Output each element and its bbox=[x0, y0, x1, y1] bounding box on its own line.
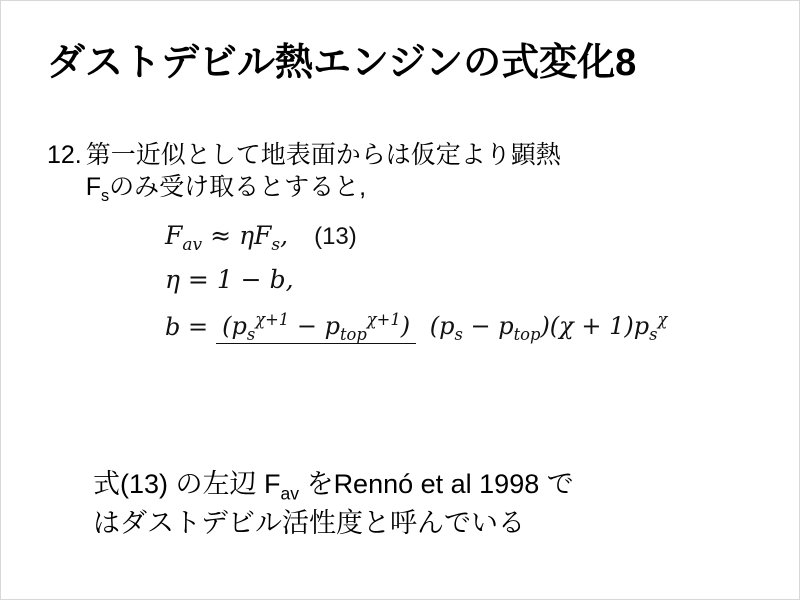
symbol-p4: p bbox=[498, 311, 514, 340]
list-item-number: 12. bbox=[47, 141, 82, 169]
closing-symbol-F: F bbox=[264, 469, 281, 499]
superscript-chi-plus-1: χ+1 bbox=[255, 309, 290, 329]
subscript-top: top bbox=[339, 324, 367, 344]
fraction-denominator bbox=[424, 309, 674, 344]
fraction-numerator bbox=[216, 309, 416, 344]
list-item-line2-symbol: F bbox=[85, 173, 102, 201]
list-item-line1: 第一近似として地表面からは仮定より顕熱 bbox=[85, 141, 561, 169]
equation-13-rhs bbox=[239, 221, 288, 255]
math-block bbox=[165, 221, 763, 344]
paren-open: ( bbox=[222, 311, 232, 340]
closing-line2: はダストデビル活性度と呼んでいる bbox=[93, 507, 525, 538]
paren-open2: ( bbox=[429, 311, 440, 340]
closing-paragraph bbox=[93, 467, 765, 541]
equation-13 bbox=[165, 221, 763, 255]
paren-close2: )( bbox=[540, 311, 560, 340]
closing-line1-b: をRennó et al 1998 で bbox=[299, 469, 574, 499]
chi-plus-one: χ + 1 bbox=[559, 311, 625, 340]
symbol-eta: η bbox=[239, 220, 255, 250]
relation-approx: ≈ bbox=[210, 220, 232, 250]
subscript-s2: s bbox=[454, 324, 463, 344]
symbol-p2: p bbox=[324, 311, 340, 340]
paren-close3: ) bbox=[624, 311, 634, 340]
superscript-chi: χ bbox=[657, 309, 668, 329]
fraction bbox=[216, 310, 673, 344]
list-item-line2-text: のみ受け取るとすると, bbox=[109, 173, 367, 201]
subscript-top2: top bbox=[513, 324, 541, 344]
equation-number: (13) bbox=[314, 222, 357, 250]
page-title: ダストデビル熱エンジンの式変化8 bbox=[47, 42, 637, 84]
list-item-line2-subscript: s bbox=[101, 187, 110, 205]
superscript-chi-plus-1b: χ+1 bbox=[366, 309, 401, 329]
list-item-text bbox=[86, 139, 763, 207]
equation-b-lhs: b = bbox=[165, 312, 209, 341]
equation-b bbox=[165, 310, 763, 344]
body-content bbox=[47, 139, 763, 344]
closing-symbol-F-subscript: av bbox=[280, 483, 300, 504]
minus-sign: − bbox=[296, 311, 317, 340]
equation-eta: η = 1 − b, bbox=[165, 264, 294, 294]
symbol-p5: p bbox=[633, 311, 650, 340]
symbol-p: p bbox=[231, 311, 247, 340]
equation-13-lhs bbox=[165, 221, 202, 255]
comma: , bbox=[280, 220, 289, 250]
symbol-F: F bbox=[165, 220, 183, 250]
subscript-s3: s bbox=[649, 324, 658, 344]
symbol-p3: p bbox=[439, 311, 455, 340]
closing-line1-a: 式(13) の左辺 bbox=[93, 469, 265, 499]
list-item bbox=[47, 139, 763, 207]
subscript-s: s bbox=[246, 324, 256, 344]
symbol-F2: F bbox=[254, 220, 272, 250]
minus-sign2: − bbox=[470, 311, 491, 340]
subscript-av: av bbox=[182, 234, 203, 255]
paren-close: ) bbox=[400, 311, 411, 340]
subscript-s: s bbox=[271, 234, 281, 255]
